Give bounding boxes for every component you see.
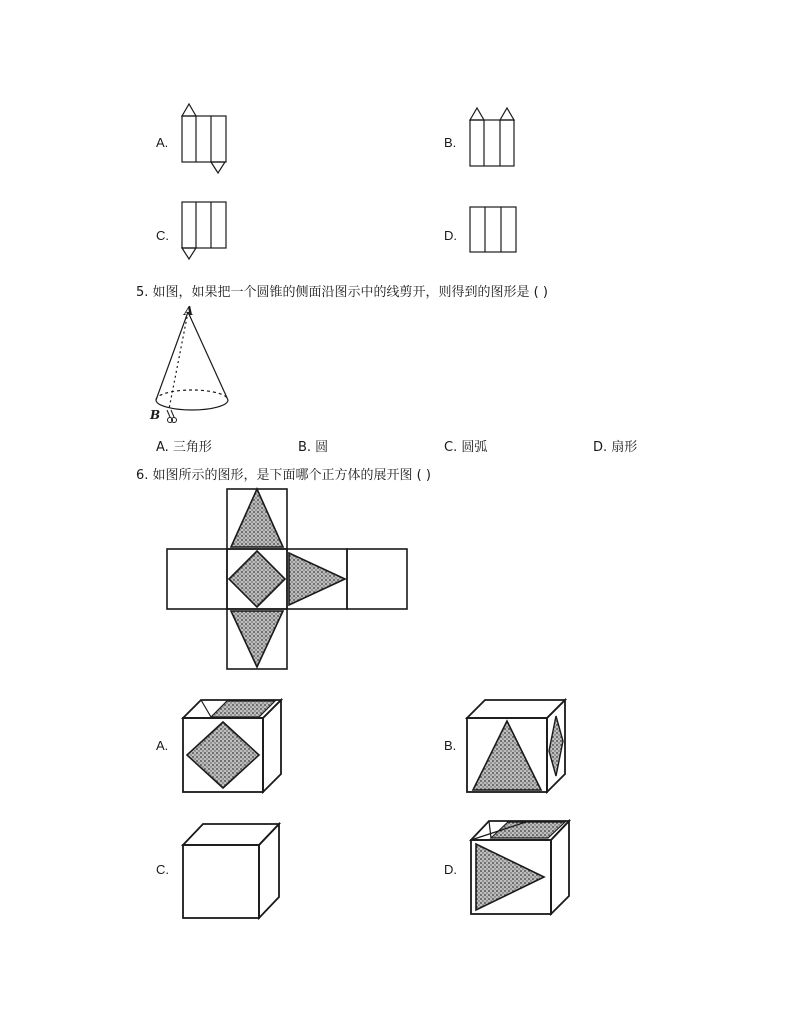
q5-option-d: D. 扇形 [593,440,638,455]
q6-stem: 6. 如图所示的图形，是下面哪个正方体的展开图 ( ) [136,468,431,483]
cone-apex-label: A [184,304,194,318]
q4-option-a-label: A. [156,135,169,150]
q4-option-b-label: B. [444,135,457,150]
q4-option-d-figure [467,205,519,255]
q4-option-b-figure [467,106,519,170]
q4-option-a-figure [178,102,230,174]
q6-option-d-cube [468,818,574,918]
q6-option-b-cube [464,696,568,796]
scissors-icon [167,410,177,423]
q5-cone-figure [146,302,238,426]
q6-option-c-label: C. [156,862,169,877]
q4-option-c-label: C. [156,228,169,243]
cone-base-point-label: B [150,408,161,422]
q5-option-b: B. 圆 [298,440,329,455]
q6-cube-net-figure [165,487,411,675]
q5-option-c: C. 圆弧 [444,440,488,455]
q5-option-a: A. 三角形 [156,440,212,455]
q6-option-a-cube [180,696,284,796]
q4-option-d-label: D. [444,228,457,243]
q6-option-a-label: A. [156,738,169,753]
q6-option-c-cube [180,821,284,921]
q4-option-c-figure [178,200,230,262]
q5-stem: 5. 如图，如果把一个圆锥的侧面沿图示中的线剪开，则得到的图形是 ( ) [136,285,548,300]
q6-option-b-label: B. [444,738,457,753]
q6-option-d-label: D. [444,862,457,877]
